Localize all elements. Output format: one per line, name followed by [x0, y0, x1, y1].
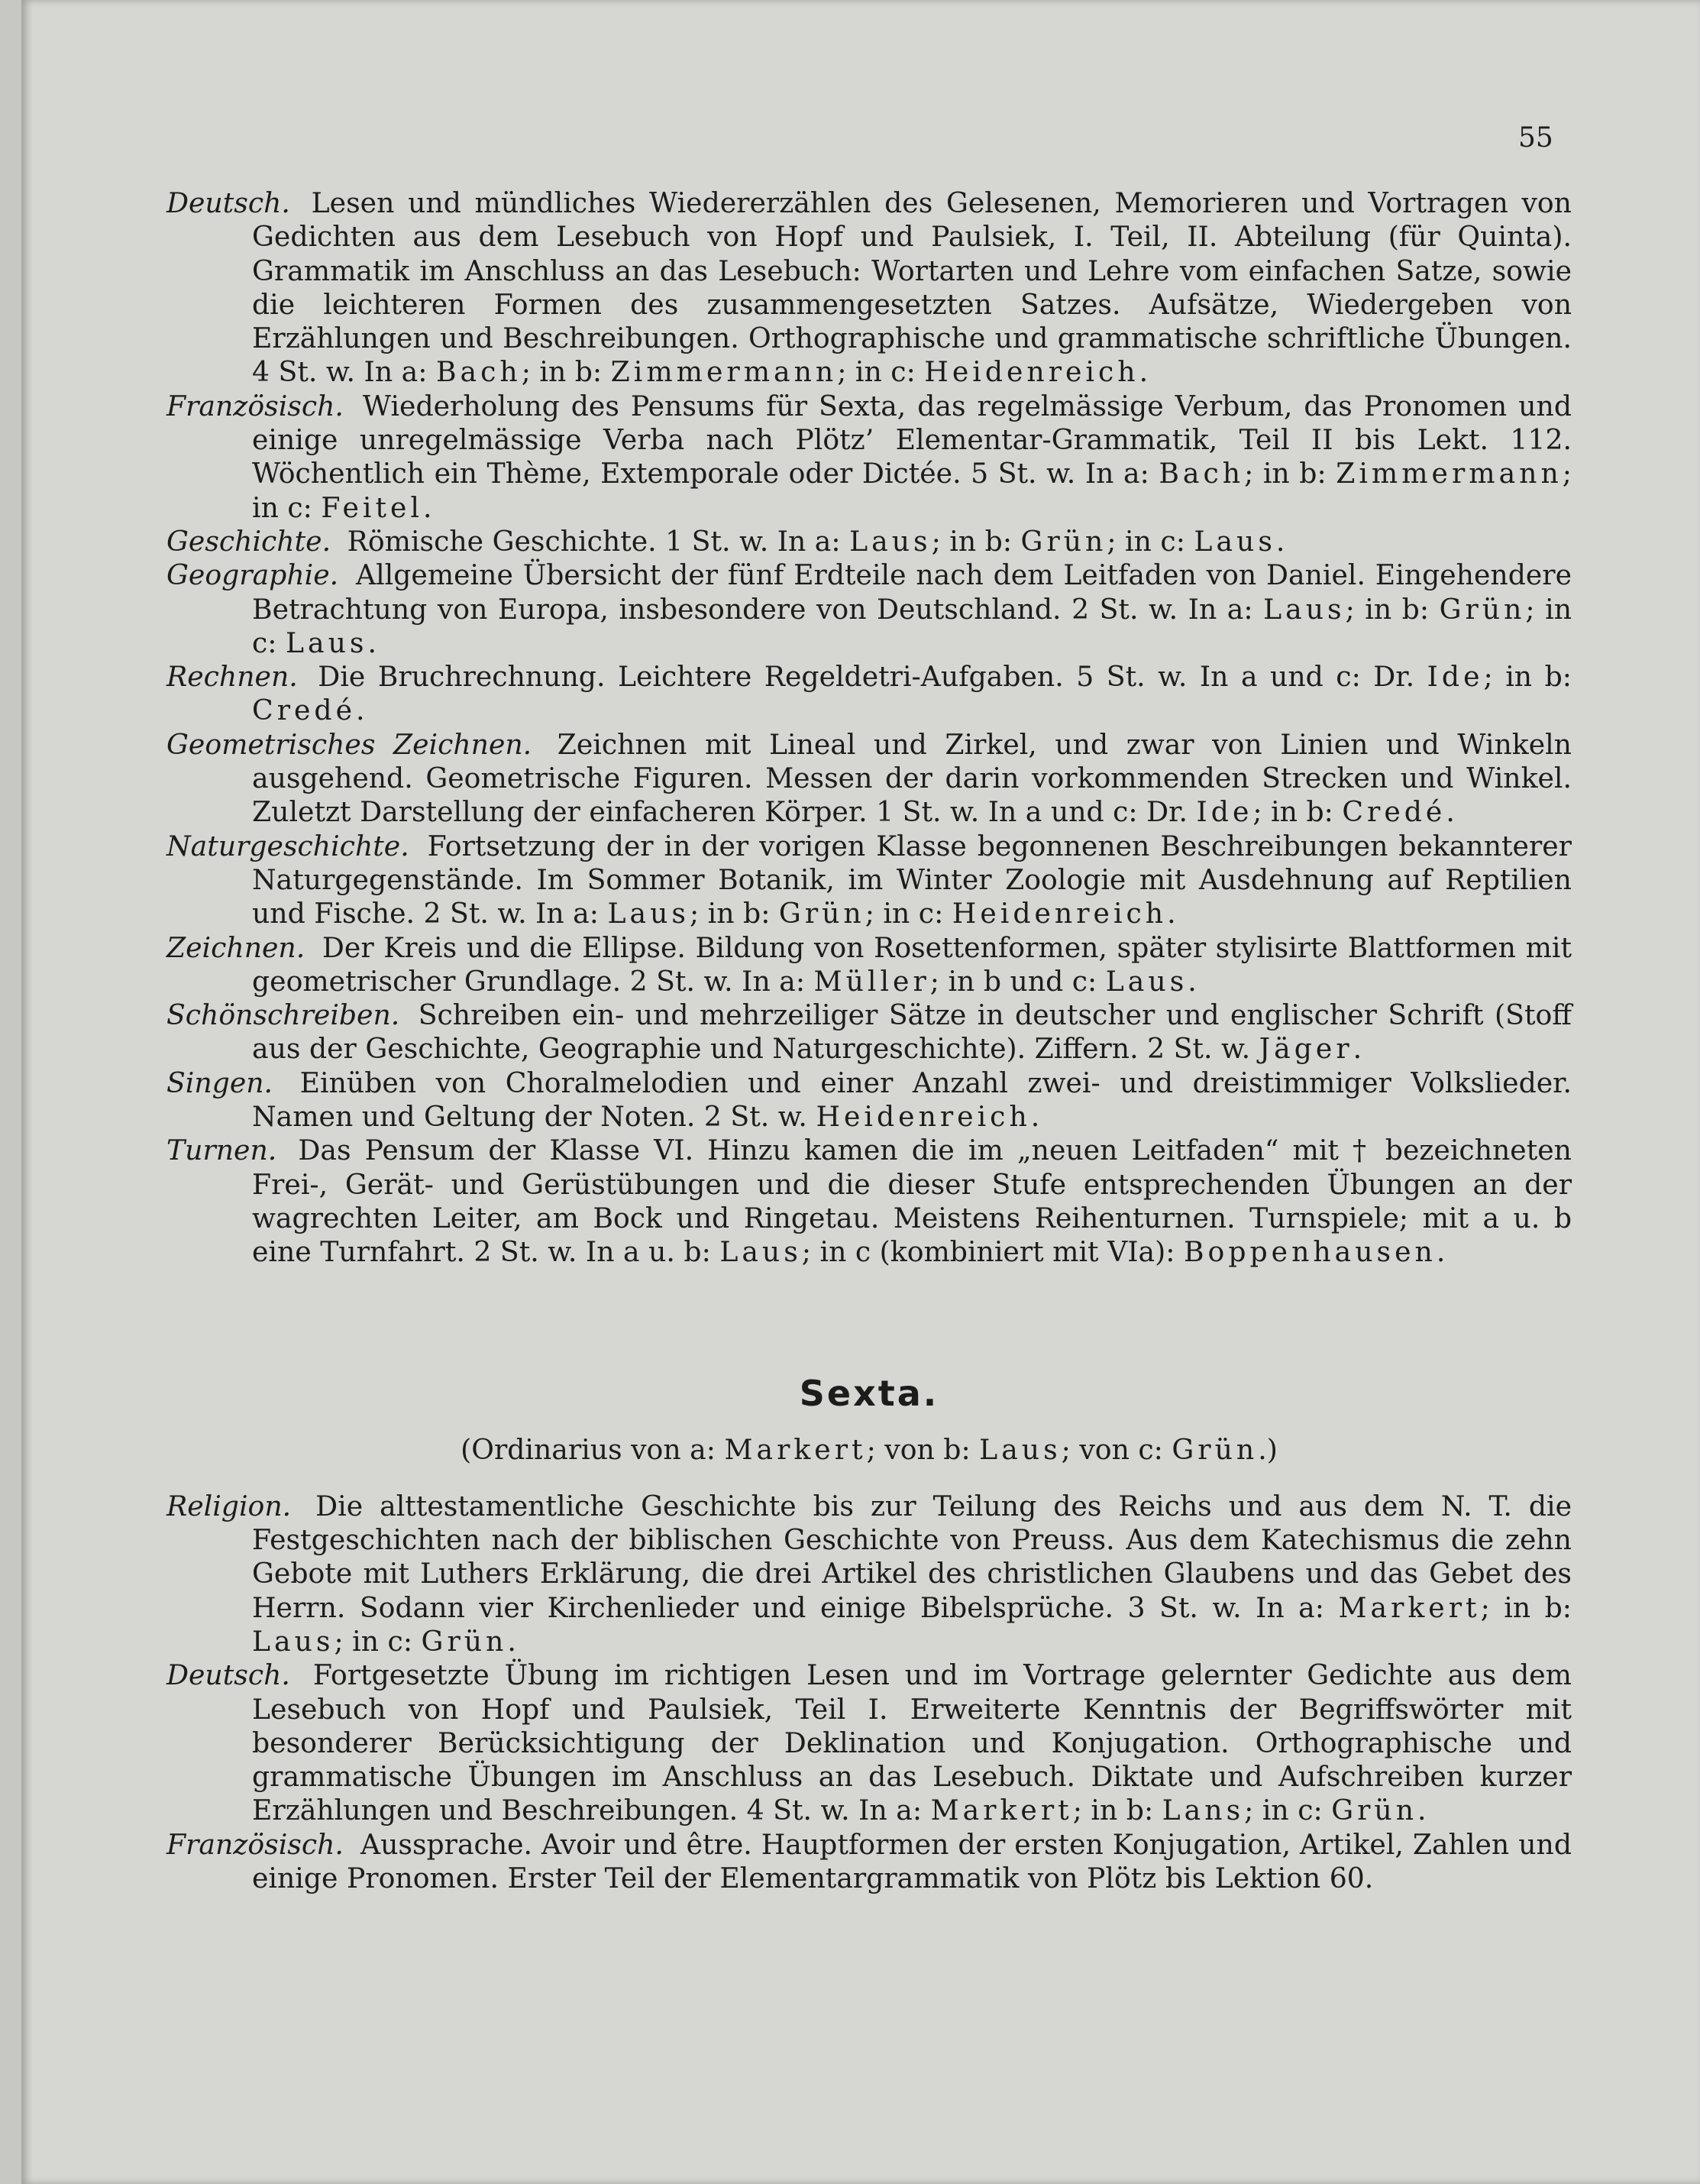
entry-quinta-geometrisches-zeichnen: Geometrisches Zeichnen. Zeichnen mit Lineal und Zirkel, und zwar von Linien und Winkeln ausgehend. Geometrische Figuren. Messen der darin vorkommenden Strecken und Winkel. Zuletzt Darstellung der einfacheren Körper. 1 St. w. In a und c: Dr. Ide; in b: Credé. [166, 727, 1572, 829]
teacher-name: Laus [1194, 524, 1276, 558]
teacher-name: Lans [1162, 1794, 1245, 1827]
subject-label: Religion. [166, 1489, 292, 1522]
teacher-name: Heidenreich [952, 897, 1168, 930]
teacher-name: Laus [607, 897, 690, 930]
entry-quinta-deutsch: Deutsch. Lesen und mündliches Wiedererzählen des Gelesenen, Memorieren und Vortragen von Gedichten aus dem Lesebuch von Hopf und Paulsiek, I. Teil, II. Abteilung (für Quinta). Grammatik im Anschluss an das Lesebuch: Wortarten und Lehre vom einfachen Satze, sowie die leichteren Formen des zusammengesetzten Satzes. Aufsätze, Wiedergeben von Erzählungen und Beschreibungen. Orthographische und grammatische schriftliche Übungen. 4 St. w. In a: Bach; in b: Zimmermann; in c: Heidenreich. [166, 186, 1572, 389]
subject-label: Turnen. [166, 1134, 277, 1167]
subject-label: Singen. [166, 1066, 273, 1099]
teacher-name: Grün [778, 897, 865, 930]
teacher-name: Müller [813, 964, 930, 998]
teacher-name: Markert [724, 1432, 867, 1466]
subject-label: Rechnen. [166, 660, 298, 694]
teacher-name: Grün [1020, 524, 1107, 558]
entry-quinta-turnen: Turnen. Das Pensum der Klasse VI. Hinzu kamen die im „neuen Leitfaden“ mit † bezeichneten Frei-, Gerät- und Gerüstübungen und die dieser Stufe entsprechenden Übungen an der wagrechten Leiter, am Bock und Ringetau. Meistens Reihenturnen. Turnspiele; mit a u. b eine Turnfahrt. 2 St. w. In a u. b: Laus; in c (kombiniert mit VIa): Boppenhausen. [166, 1134, 1572, 1269]
teacher-name: Heidenreich [816, 1100, 1031, 1134]
teacher-name: Laus [285, 626, 368, 659]
teacher-name: Zimmermann [1336, 457, 1563, 490]
subject-label: Schönschreiben. [166, 998, 400, 1032]
subject-label: Geometrisches Zeichnen. [166, 727, 532, 761]
teacher-name: Markert [1338, 1590, 1481, 1624]
teacher-name: Ide [1427, 660, 1484, 694]
subject-label: Zeichnen. [166, 930, 305, 964]
teacher-name: Laus [979, 1432, 1062, 1466]
teacher-name: Grün [421, 1624, 508, 1658]
teacher-name: Bach [435, 355, 522, 389]
entry-quinta-singen: Singen. Einüben von Choralmelodien und einer Anzahl zwei- und dreistimmiger Volkslieder. Namen und Geltung der Noten. 2 St. w. Heidenreich. [166, 1066, 1572, 1134]
subject-label: Deutsch. [166, 186, 290, 219]
entry-quinta-geschichte: Geschichte. Römische Geschichte. 1 St. w. In a: Laus; in b: Grün; in c: Laus. [166, 524, 1285, 558]
teacher-name: Heidenreich [924, 355, 1139, 389]
teacher-name: Laus [719, 1235, 802, 1269]
teacher-name: Credé [252, 694, 356, 727]
subject-label: Geographie. [166, 558, 339, 592]
entry-sexta-franzoesisch: Französisch. Aussprache. Avoir und être. Hauptformen der ersten Konjugation, Artikel, Zahlen und einige Pronomen. Erster Teil der Elementargrammatik von Plötz bis Lektion 60. [166, 1827, 1572, 1895]
entry-quinta-zeichnen: Zeichnen. Der Kreis und die Ellipse. Bildung von Rosettenformen, später stylisirte Blattformen mit geometrischer Grundlage. 2 St. w. In a: Müller; in b und c: Laus. [166, 930, 1572, 998]
teacher-name: Boppenhausen [1183, 1235, 1437, 1269]
entry-quinta-franzoesisch: Französisch. Wiederholung des Pensums für Sexta, das regelmässige Verbum, das Pronomen und einige unregelmässige Verba nach Plötz’ Elementar-Grammatik, Teil II bis Lekt. 112. Wöchentlich ein Thème, Extemporale oder Dictée. 5 St. w. In a: Bach; in b: Zimmermann; in c: Feitel. [166, 389, 1572, 524]
entry-sexta-religion: Religion. Die alttestamentliche Geschichte bis zur Teilung des Reichs und aus dem N. T. die Festgeschichten nach der biblischen Geschichte von Preuss. Aus dem Katechismus die zehn Gebote mit Luthers Erklärung, die drei Artikel des christlichen Glaubens und das Gebet des Herrn. Sodann vier Kirchenlieder und einige Bibelsprüche. 3 St. w. In a: Markert; in b: Laus; in c: Grün. [166, 1489, 1572, 1658]
teacher-name: Grün [1439, 592, 1526, 626]
subject-label: Geschichte. [166, 524, 331, 558]
subject-label: Deutsch. [166, 1658, 290, 1692]
teacher-name: Bach [1159, 457, 1245, 490]
entry-quinta-naturgeschichte: Naturgeschichte. Fortsetzung der in der vorigen Klasse begonnenen Beschreibungen bekannterer Naturgegenstände. Im Sommer Botanik, im Winter Zoologie mit Ausdehnung auf Reptilien und Fische. 2 St. w. In a: Laus; in b: Grün; in c: Heidenreich. [166, 829, 1572, 930]
teacher-name: Ide [1196, 795, 1253, 829]
body-text [166, 186, 1572, 1895]
teacher-name: Laus [849, 524, 932, 558]
section-heading-sexta: Sexta. [799, 1372, 939, 1414]
teacher-name: Laus [1263, 592, 1346, 626]
teacher-name: Feitel [321, 490, 424, 524]
subject-label: Naturgeschichte. [166, 829, 409, 862]
teacher-name: Laus [252, 1624, 335, 1658]
subject-label: Französisch. [166, 389, 344, 422]
entry-quinta-rechnen: Rechnen. Die Bruchrechnung. Leichtere Regeldetri-Aufgaben. 5 St. w. In a und c: Dr. Ide; in b: Credé. [166, 660, 1572, 727]
teacher-name: Grün [1172, 1432, 1259, 1466]
teacher-name: Zimmermann [610, 355, 838, 389]
teacher-name: Jäger [1259, 1032, 1353, 1066]
subject-label: Französisch. [166, 1827, 344, 1861]
teacher-name: Grün [1331, 1794, 1418, 1827]
entry-quinta-geographie: Geographie. Allgemeine Übersicht der fünf Erdteile nach dem Leitfaden von Daniel. Eingehendere Betrachtung von Europa, insbesondere von Deutschland. 2 St. w. In a: Laus; in b: Grün; in c: Laus. [166, 558, 1572, 659]
entry-sexta-deutsch: Deutsch. Fortgesetzte Übung im richtigen Lesen und im Vortrage gelernter Gedichte aus dem Lesebuch von Hopf und Paulsiek, Teil I. Erweiterte Kenntnis der Begriffswörter mit besonderer Berücksichtigung der Deklination und Konjugation. Orthographische und grammatische Übungen im Anschluss an das Lesebuch. Diktate und Aufschreiben kurzer Erzählungen und Beschreibungen. 4 St. w. In a: Markert; in b: Lans; in c: Grün. [166, 1658, 1572, 1827]
teacher-name: Credé [1342, 795, 1446, 829]
document-page [21, 0, 1700, 2184]
entry-quinta-schoenschreiben: Schönschreiben. Schreiben ein- und mehrzeiliger Sätze in deutscher und englischer Schrift (Stoff aus der Geschichte, Geographie und Naturgeschichte). Ziffern. 2 St. w. Jäger. [166, 998, 1572, 1066]
teacher-name: Laus [1105, 964, 1188, 998]
teacher-name: Markert [930, 1794, 1073, 1827]
page-number: 55 [1518, 122, 1553, 154]
ordinarius-line: (Ordinarius von a: Markert; von b: Laus; von c: Grün.) [461, 1432, 1278, 1466]
